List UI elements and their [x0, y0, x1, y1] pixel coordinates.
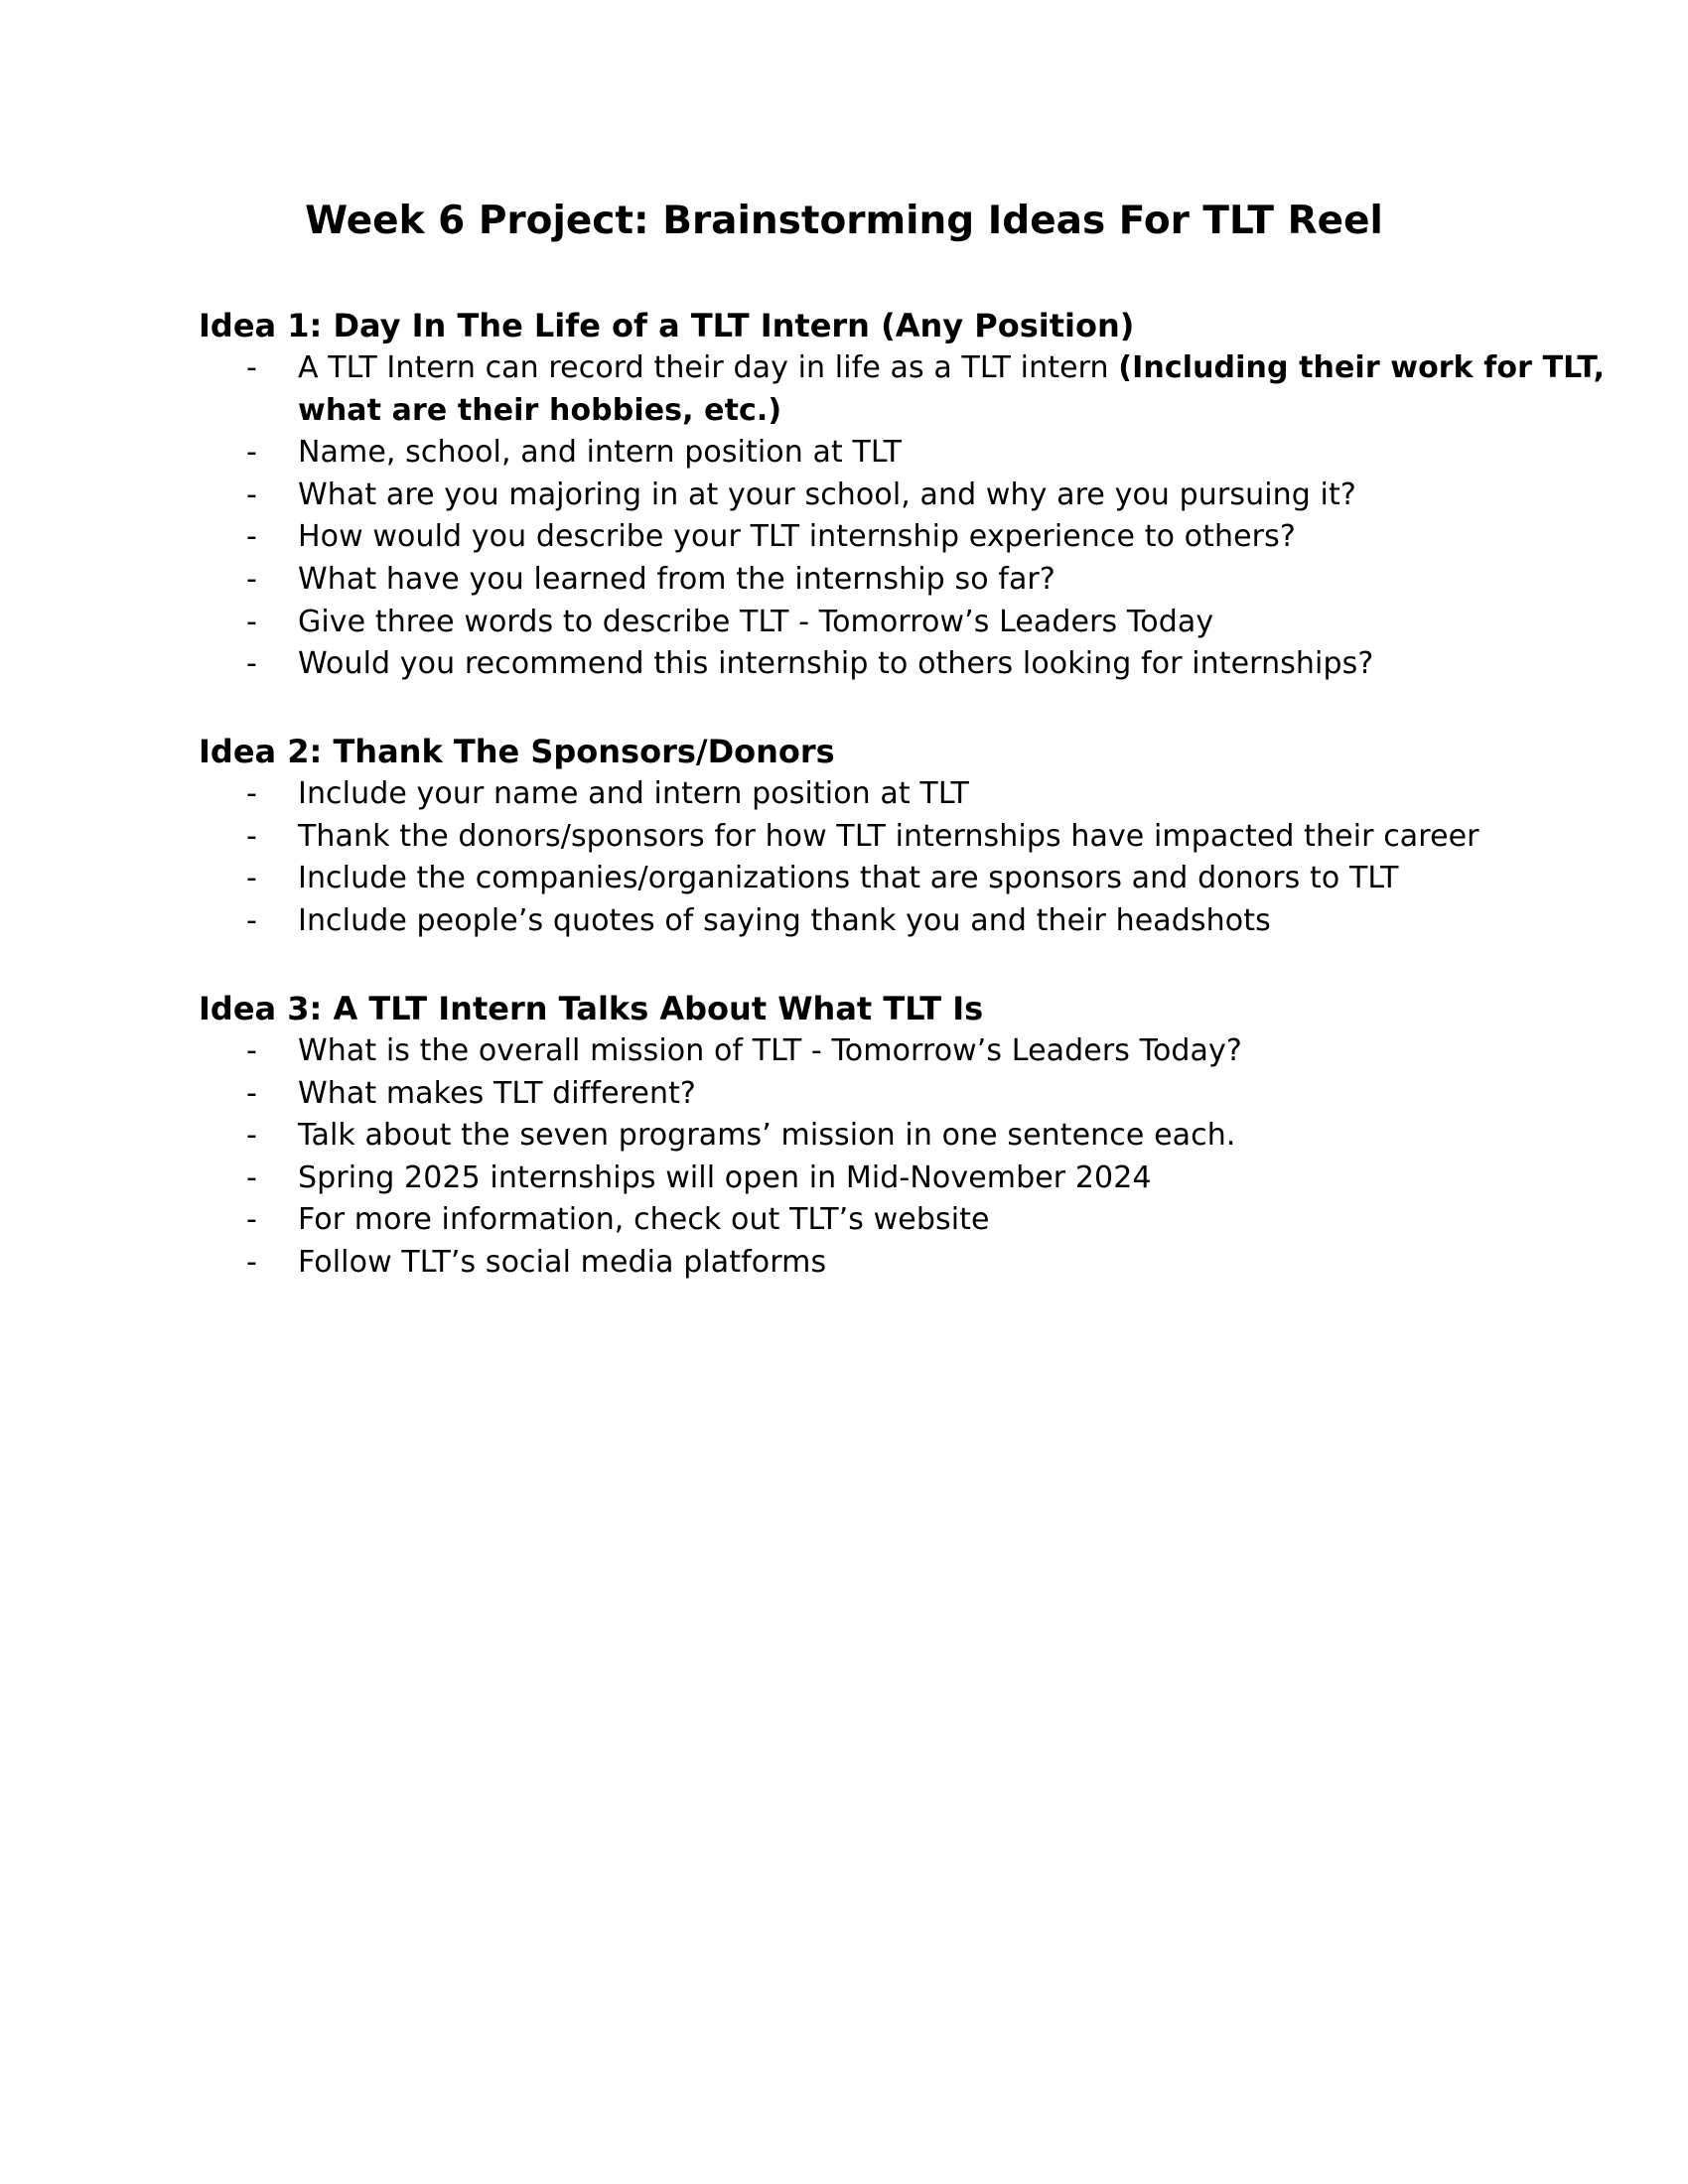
list-item-text: A TLT Intern can record their day in life as a TLT intern: [298, 350, 1119, 385]
list-item-bold-text: (Including their work for TLT, what are their hobbies, etc.): [298, 350, 1606, 428]
list-item-text: What are you majoring in at your school, and why are you pursuing it?: [298, 477, 1356, 512]
list-item: [199, 858, 1609, 900]
bullet-dash: -: [246, 776, 257, 811]
idea-3-list: [199, 1030, 1609, 1285]
list-item: [199, 432, 1609, 475]
list-item-text: How would you describe your TLT internship experience to others?: [298, 519, 1296, 555]
list-item: [199, 475, 1609, 517]
document-title: Week 6 Project: Brainstorming Ideas For TLT Reel: [305, 199, 1383, 243]
bullet-dash: -: [246, 1075, 257, 1111]
list-item: [199, 900, 1609, 943]
list-item: [199, 1242, 1609, 1285]
list-item-text: Thank the donors/sponsors for how TLT internships have impacted their career: [298, 818, 1479, 854]
list-item-text: What have you learned from the internship so far?: [298, 561, 1055, 597]
list-item: [199, 516, 1609, 559]
list-item: [199, 1199, 1609, 1242]
list-item: [199, 347, 1609, 432]
list-item-text: Follow TLT’s social media platforms: [298, 1244, 827, 1280]
list-item: [199, 602, 1609, 644]
bullet-dash: -: [246, 477, 257, 512]
bullet-dash: -: [246, 1202, 257, 1238]
bullet-dash: -: [246, 435, 257, 471]
bullet-dash: -: [246, 519, 257, 555]
bullet-dash: -: [246, 861, 257, 896]
list-item: [199, 1030, 1609, 1073]
section-heading-idea-3: Idea 3: A TLT Intern Talks About What TLT Is: [199, 990, 984, 1027]
list-item-text: Talk about the seven programs’ mission in one sentence each.: [298, 1118, 1236, 1154]
bullet-dash: -: [246, 1244, 257, 1280]
list-item: [199, 1073, 1609, 1116]
list-item-text: Include your name and intern position at TLT: [298, 776, 969, 811]
section-heading-idea-1: Idea 1: Day In The Life of a TLT Intern (Any Position): [199, 307, 1135, 344]
bullet-dash: -: [246, 646, 257, 682]
list-item-text: Give three words to describe TLT - Tomorrow’s Leaders Today: [298, 604, 1214, 639]
list-item-text: Name, school, and intern position at TLT: [298, 435, 903, 471]
idea-2-list: [199, 773, 1609, 942]
section-heading-idea-2: Idea 2: Thank The Sponsors/Donors: [199, 733, 835, 770]
list-item-text: For more information, check out TLT’s website: [298, 1202, 990, 1238]
bullet-dash: -: [246, 1118, 257, 1154]
idea-1-list: [199, 347, 1609, 686]
bullet-dash: -: [246, 1160, 257, 1195]
list-item: [199, 1158, 1609, 1200]
list-item: [199, 773, 1609, 816]
bullet-dash: -: [246, 1033, 257, 1068]
list-item: [199, 643, 1609, 686]
list-item-text: What makes TLT different?: [298, 1075, 696, 1111]
bullet-dash: -: [246, 902, 257, 938]
list-item: [199, 816, 1609, 859]
list-item-text: Include people’s quotes of saying thank you and their headshots: [298, 902, 1271, 938]
list-item-text: Include the companies/organizations that are sponsors and donors to TLT: [298, 861, 1399, 896]
bullet-dash: -: [246, 350, 257, 385]
list-item: [199, 559, 1609, 602]
bullet-dash: -: [246, 604, 257, 639]
bullet-dash: -: [246, 561, 257, 597]
list-item-text: What is the overall mission of TLT - Tomorrow’s Leaders Today?: [298, 1033, 1242, 1068]
list-item-text: Spring 2025 internships will open in Mid-November 2024: [298, 1160, 1152, 1195]
bullet-dash: -: [246, 818, 257, 854]
list-item-text: Would you recommend this internship to others looking for internships?: [298, 646, 1374, 682]
list-item: [199, 1115, 1609, 1158]
